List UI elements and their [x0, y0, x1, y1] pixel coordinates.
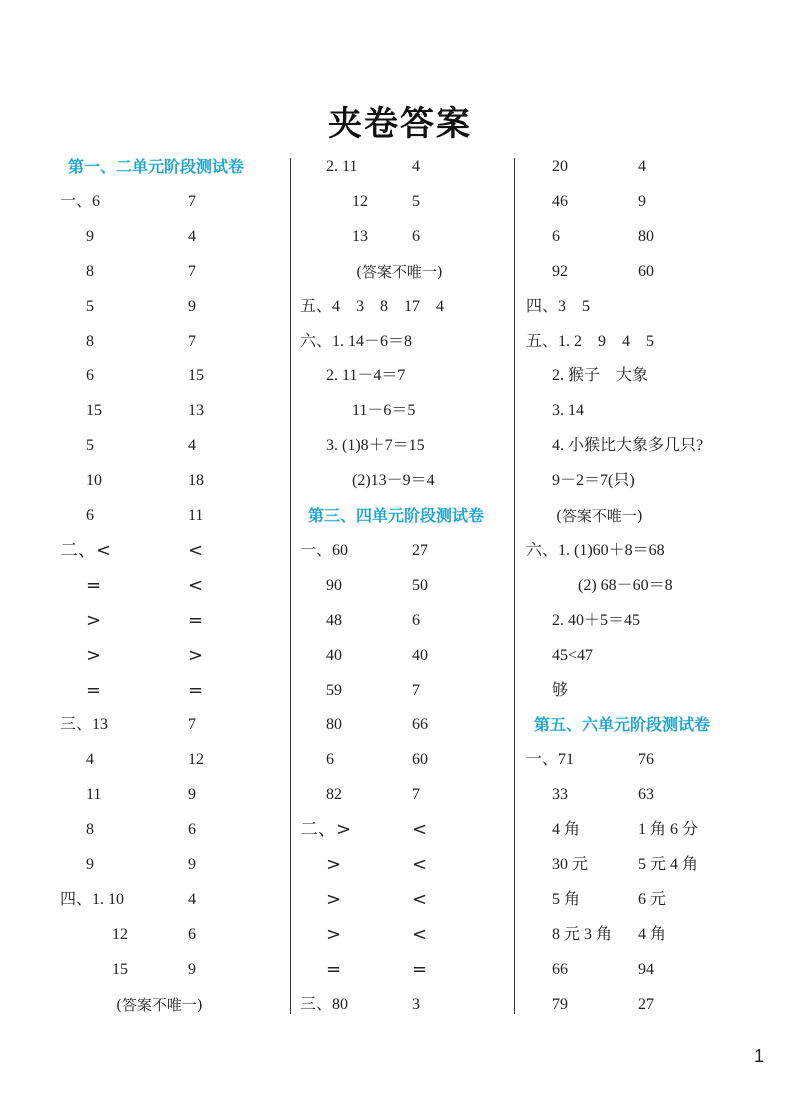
- answer-line: [526, 674, 760, 708]
- answer-row: [60, 743, 286, 777]
- answer-row: [526, 953, 760, 987]
- answer-row: [60, 185, 286, 219]
- answer-value-left: 8: [86, 821, 94, 839]
- answer-value-right: <: [188, 539, 204, 561]
- section-heading: [60, 150, 286, 184]
- answer-value-left: =: [86, 679, 102, 701]
- answer-row: [60, 778, 286, 812]
- answer-value-right: =: [188, 609, 204, 631]
- answer-line-text: 45<47: [552, 646, 594, 664]
- section-heading-text: 第三、四单元阶段测试卷: [308, 506, 485, 525]
- column-divider: [290, 158, 291, 1014]
- answer-row: [300, 185, 508, 219]
- answer-value-right: 5 元 4 角: [638, 856, 699, 873]
- answer-line: [526, 534, 760, 568]
- answer-row: [300, 150, 508, 184]
- answer-line-text: (2) 68－60＝8: [578, 576, 673, 594]
- answer-row: [526, 185, 760, 219]
- answer-value-left: 20: [552, 158, 568, 175]
- answer-value-left: >: [326, 888, 342, 910]
- answer-value-right: 7: [188, 716, 196, 734]
- answer-row: [526, 220, 760, 254]
- section-heading-text: 第一、二单元阶段测试卷: [68, 157, 245, 176]
- answer-value-left: >: [86, 644, 102, 666]
- answer-row: [300, 918, 508, 952]
- answer-row: [300, 220, 508, 254]
- answer-value-left: 12: [352, 192, 368, 210]
- answer-row: [300, 848, 508, 882]
- answer-row: [60, 394, 286, 428]
- answer-value-left: 30 元: [552, 856, 589, 873]
- answer-line-text: 3. (1)8＋7＝15: [326, 437, 425, 455]
- answer-row: [60, 220, 286, 254]
- answer-line: [526, 325, 760, 359]
- answer-row: [60, 290, 286, 324]
- answer-value-right: 9: [188, 297, 196, 315]
- answer-line-text: 四、3 5: [526, 297, 591, 315]
- answer-line: [526, 604, 760, 638]
- page-number: 1: [754, 1046, 765, 1066]
- answer-row: [300, 988, 508, 1022]
- answer-value-right: 13: [188, 402, 204, 420]
- answer-note-text: (答案不唯一): [356, 262, 443, 281]
- answer-value-left: 二、<: [60, 539, 112, 561]
- answer-value-left: 11: [86, 786, 102, 804]
- answer-row: [60, 569, 286, 603]
- answer-value-left: 三、13: [60, 716, 109, 734]
- answer-value-right: 4: [188, 227, 196, 245]
- answer-value-right: 4: [638, 158, 646, 175]
- answer-line: [526, 290, 760, 324]
- answer-value-right: 11: [188, 507, 204, 524]
- answer-line: [526, 569, 760, 603]
- answer-line: [300, 359, 508, 393]
- answer-value-left: 8 元 3 角: [552, 925, 613, 943]
- answer-line-text: 4. 小猴比大象多几只?: [552, 437, 704, 455]
- answer-row: [60, 918, 286, 952]
- answer-line: [300, 325, 508, 359]
- answer-value-right: 6: [188, 821, 196, 839]
- answer-row: [300, 778, 508, 812]
- answer-value-right: 66: [412, 716, 428, 734]
- answer-row: [60, 813, 286, 847]
- answer-value-right: 1 角 6 分: [638, 821, 699, 839]
- answer-value-left: =: [326, 958, 342, 980]
- answer-value-right: 4: [188, 890, 196, 908]
- answer-value-left: 80: [326, 716, 342, 734]
- answer-value-left: 一、71: [526, 751, 575, 769]
- answer-row: [60, 953, 286, 987]
- answer-line-text: 2. 猴子 大象: [552, 367, 649, 385]
- answer-value-right: =: [188, 679, 204, 701]
- answer-row: [526, 918, 760, 952]
- answer-value-left: 9: [86, 856, 94, 873]
- answer-value-right: 9: [188, 856, 196, 873]
- answer-value-right: 9: [638, 192, 646, 210]
- answer-row: [60, 499, 286, 533]
- answer-value-right: 27: [638, 995, 654, 1013]
- answer-row: [60, 883, 286, 917]
- answer-row: [60, 708, 286, 742]
- answer-row: [60, 464, 286, 498]
- answer-value-right: >: [188, 644, 204, 666]
- answer-value-left: 一、60: [300, 541, 349, 559]
- answer-row: [60, 255, 286, 289]
- answer-value-left: 6: [326, 751, 334, 769]
- answer-row: [300, 743, 508, 777]
- answer-row: [300, 639, 508, 673]
- answer-value-left: 10: [86, 472, 102, 490]
- answer-line: [300, 464, 508, 498]
- answer-line: [526, 394, 760, 428]
- section-heading-text: 第五、六单元阶段测试卷: [534, 715, 711, 735]
- answer-value-left: 40: [326, 646, 342, 664]
- answer-row: [526, 848, 760, 882]
- column-divider: [514, 158, 515, 1014]
- answer-value-right: 76: [638, 751, 654, 769]
- answer-line-text: 五、1. 2 9 4 5: [526, 332, 655, 350]
- answer-value-left: 90: [326, 576, 342, 594]
- section-heading: [526, 708, 760, 742]
- answer-value-right: 4: [188, 437, 196, 455]
- answer-value-right: 7: [188, 332, 196, 350]
- answer-value-right: 5: [412, 192, 420, 210]
- answer-value-right: 63: [638, 786, 654, 804]
- answer-value-left: 66: [552, 960, 568, 978]
- answer-column-3: [526, 150, 760, 1030]
- section-heading: [300, 499, 508, 533]
- answer-value-right: 7: [412, 681, 420, 699]
- answer-line-text: 2. 40＋5＝45: [552, 611, 641, 629]
- answer-row: [60, 639, 286, 673]
- answer-row: [526, 255, 760, 289]
- answer-line-text: 3. 14: [552, 402, 584, 420]
- answer-row: [300, 953, 508, 987]
- answer-value-left: 33: [552, 786, 568, 804]
- answer-value-left: 二、>: [300, 819, 352, 841]
- answer-value-left: 四、1. 10: [60, 890, 125, 908]
- answer-row: [60, 359, 286, 393]
- answer-value-right: 80: [638, 227, 654, 245]
- answer-value-left: 5 角: [552, 890, 581, 908]
- answer-value-right: 6: [188, 925, 196, 943]
- answer-value-left: >: [326, 923, 342, 945]
- answer-line-text: 五、4 3 8 17 4: [300, 297, 445, 315]
- answer-row: [300, 674, 508, 708]
- answer-value-right: 15: [188, 367, 204, 385]
- answer-row: [300, 604, 508, 638]
- answer-value-right: 3: [412, 995, 420, 1013]
- answer-value-right: 6 元: [638, 890, 667, 908]
- answer-value-left: 15: [86, 402, 102, 420]
- answer-line-text: (2)13－9＝4: [352, 472, 435, 490]
- answer-column-2: [300, 150, 508, 1030]
- answer-value-left: 59: [326, 681, 342, 699]
- answer-value-right: 60: [638, 262, 654, 280]
- answer-value-right: 40: [412, 646, 428, 664]
- answer-value-left: 6: [86, 367, 94, 385]
- answer-value-right: 7: [412, 786, 420, 804]
- answer-row: [60, 674, 286, 708]
- answer-line: [300, 290, 508, 324]
- answer-line-text: 2. 11－4＝7: [326, 367, 406, 385]
- answer-value-left: 6: [86, 507, 94, 524]
- answer-value-left: 一、6: [60, 192, 101, 210]
- answer-line-text: 够: [552, 681, 569, 699]
- answer-row: [526, 813, 760, 847]
- answer-value-right: <: [412, 888, 428, 910]
- answer-value-right: 6: [412, 227, 420, 245]
- answer-column-1: [60, 150, 286, 1030]
- answer-row: [526, 150, 760, 184]
- page-title: 夹卷答案: [328, 104, 472, 144]
- answer-value-right: 50: [412, 576, 428, 594]
- answer-value-left: 5: [86, 437, 94, 455]
- answer-line-text: 9－2＝7(只): [552, 472, 635, 490]
- answer-value-left: =: [86, 574, 102, 596]
- answer-value-left: 8: [86, 332, 94, 350]
- answer-note: [60, 988, 286, 1022]
- answer-value-left: 48: [326, 611, 342, 629]
- answer-value-right: 12: [188, 751, 204, 769]
- answer-row: [300, 813, 508, 847]
- answer-row: [60, 325, 286, 359]
- answer-line: [526, 429, 760, 463]
- answer-value-right: 27: [412, 541, 428, 559]
- answer-value-right: <: [412, 819, 428, 841]
- answer-row: [526, 883, 760, 917]
- answer-value-right: 18: [188, 472, 204, 490]
- answer-row: [60, 604, 286, 638]
- answer-row: [526, 778, 760, 812]
- answer-value-left: >: [326, 854, 342, 875]
- answer-value-left: 82: [326, 786, 342, 804]
- answer-line-text: 11－6＝5: [352, 402, 416, 420]
- answer-value-left: 9: [86, 227, 94, 245]
- answer-value-left: 12: [112, 925, 128, 943]
- answer-line: [300, 429, 508, 463]
- answer-value-left: 79: [552, 995, 568, 1013]
- answer-value-right: 9: [188, 960, 196, 978]
- answer-row: [300, 569, 508, 603]
- answer-row: [526, 743, 760, 777]
- answer-value-left: 4 角: [552, 821, 581, 839]
- answer-line: [300, 394, 508, 428]
- answer-note-text: (答案不唯一): [116, 995, 203, 1014]
- answer-value-left: 8: [86, 262, 94, 280]
- answer-value-right: 7: [188, 262, 196, 280]
- answer-value-right: <: [412, 923, 428, 945]
- answer-line: [526, 639, 760, 673]
- answer-value-right: 60: [412, 751, 428, 769]
- answer-value-right: <: [412, 854, 428, 875]
- answer-value-left: 2. 11: [326, 158, 358, 175]
- answer-value-left: 6: [552, 227, 560, 245]
- answer-row: [300, 708, 508, 742]
- answer-line: [526, 464, 760, 498]
- answer-value-right: 6: [412, 611, 420, 629]
- answer-line: [526, 359, 760, 393]
- answer-row: [60, 848, 286, 882]
- answer-value-left: 92: [552, 262, 568, 280]
- answer-value-left: 13: [352, 227, 368, 245]
- answer-value-right: 4 角: [638, 925, 667, 943]
- answer-value-right: 4: [412, 158, 420, 175]
- answer-value-right: 9: [188, 786, 196, 804]
- answer-value-left: 4: [86, 751, 94, 769]
- answer-row: [526, 988, 760, 1022]
- answer-value-left: 5: [86, 297, 94, 315]
- answer-note-text: (答案不唯一): [556, 507, 643, 525]
- answer-row: [60, 429, 286, 463]
- answer-line-text: 六、1. 14－6＝8: [300, 332, 413, 350]
- answer-value-right: 94: [638, 960, 654, 978]
- answer-line-text: 六、1. (1)60＋8＝68: [526, 541, 665, 559]
- answer-value-right: =: [412, 958, 428, 980]
- answer-value-left: 15: [112, 960, 128, 978]
- answer-row: [300, 534, 508, 568]
- answer-row: [60, 534, 286, 568]
- answer-value-left: 46: [552, 192, 568, 210]
- answer-value-right: 7: [188, 192, 196, 210]
- answer-value-right: <: [188, 574, 204, 596]
- answer-row: [300, 883, 508, 917]
- answer-value-left: >: [86, 609, 102, 631]
- answer-note: [526, 499, 760, 533]
- answer-value-left: 三、80: [300, 995, 349, 1013]
- answer-note: [300, 255, 508, 289]
